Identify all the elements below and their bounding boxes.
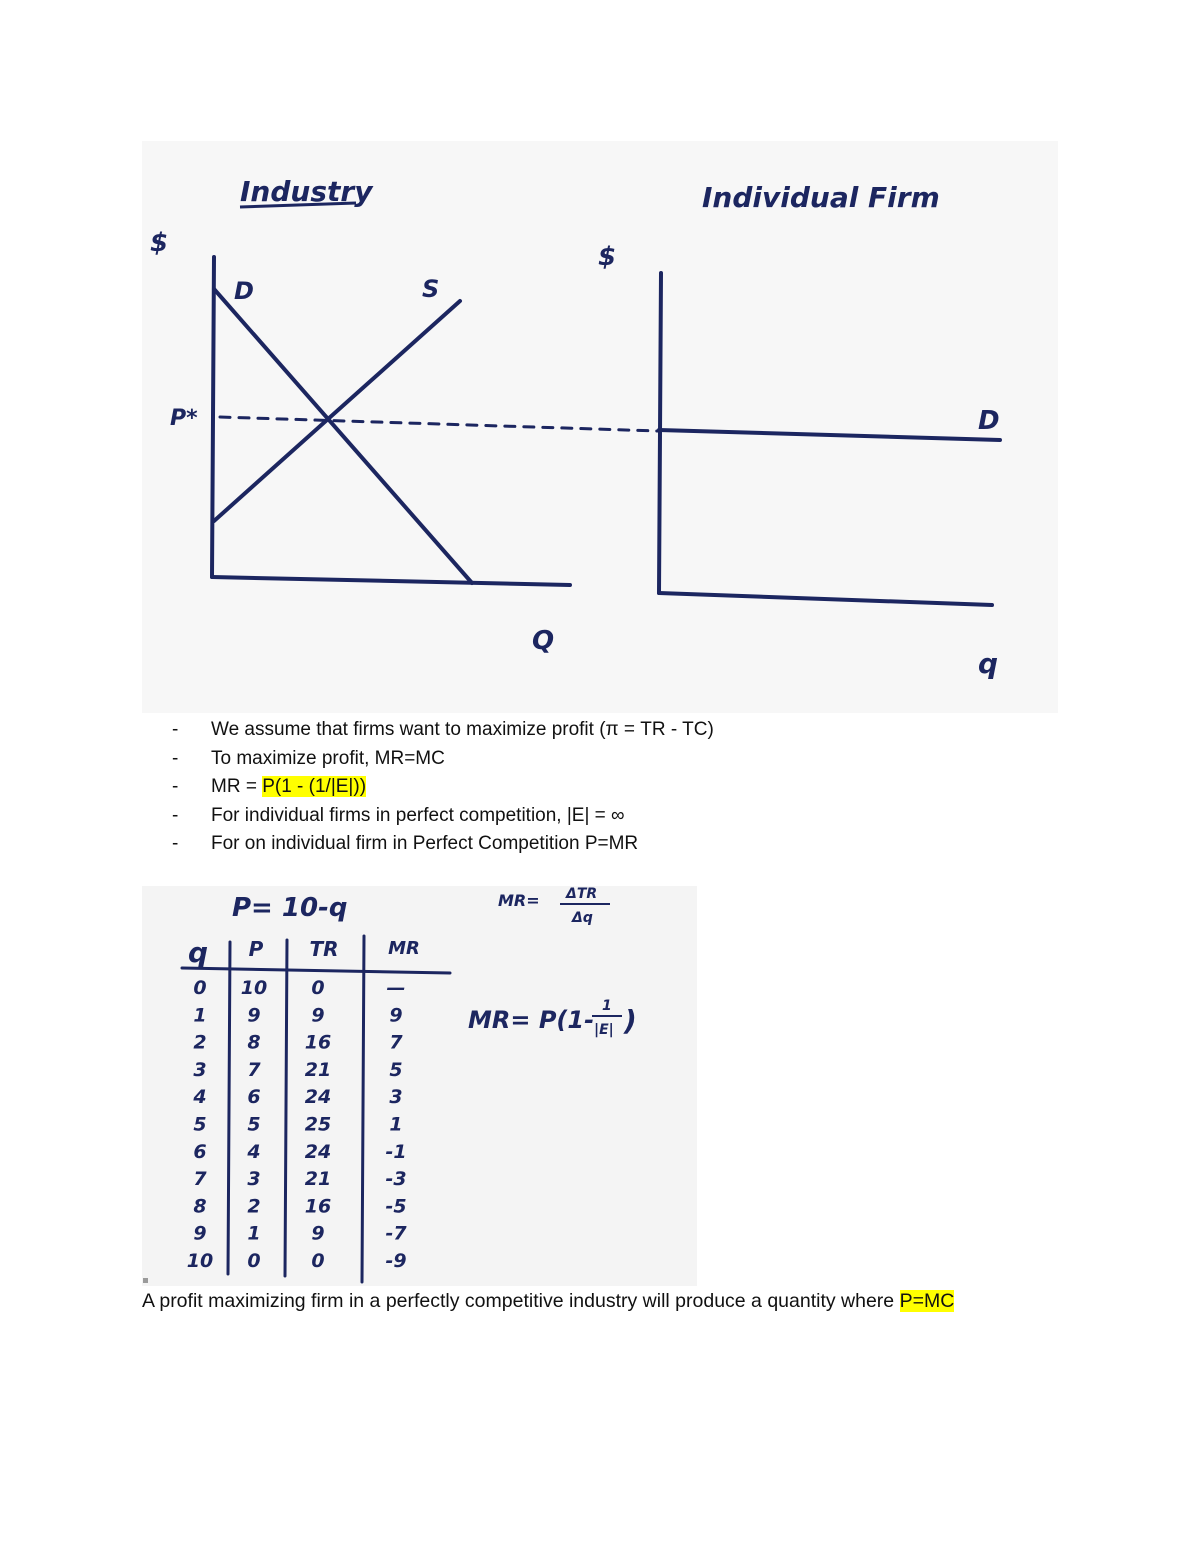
industry-y-axis (212, 257, 214, 577)
industry-quantity-axis-label: Q (532, 626, 555, 656)
table-body (187, 977, 408, 1272)
cell-mr: 7 (389, 1031, 403, 1054)
cell-tr: 16 (304, 1195, 332, 1218)
cell-tr: 24 (304, 1140, 332, 1163)
cell-mr: -1 (385, 1140, 407, 1163)
table-row (193, 1141, 406, 1163)
table-row (192, 1086, 402, 1108)
cell-tr: 21 (304, 1058, 332, 1081)
cell-q: 8 (193, 1195, 207, 1218)
cell-p: 3 (247, 1168, 261, 1191)
cell-tr: 21 (304, 1168, 332, 1191)
bullet-profit-assumption: - We assume that firms want to maximize profit (π = TR - TC) (172, 716, 714, 745)
firm-quantity-axis-label: q (978, 647, 999, 680)
highlighted-conclusion: P=MC (899, 1290, 955, 1312)
cell-p: 7 (247, 1058, 261, 1081)
table-col-divider-2 (285, 940, 287, 1276)
cell-p: 1 (247, 1222, 261, 1245)
cell-p: 2 (247, 1195, 261, 1218)
mr-formula-denominator: |E| (594, 1022, 614, 1038)
cell-tr: 9 (311, 1004, 325, 1027)
cell-mr: — (386, 977, 406, 999)
cell-mr: -9 (385, 1250, 407, 1272)
anchor-marker (143, 1278, 148, 1283)
cell-q: 6 (193, 1140, 207, 1163)
cell-q: 0 (193, 977, 207, 999)
cell-q: 10 (186, 1250, 214, 1272)
firm-demand-label: D (978, 406, 1000, 436)
cell-mr: 9 (389, 1004, 403, 1027)
cell-p: 8 (247, 1031, 261, 1054)
table-row (193, 977, 405, 999)
table-header-rule (182, 968, 450, 973)
cell-tr: 16 (304, 1031, 332, 1054)
mr-formula-lhs: MR= P(1- (468, 1006, 595, 1034)
table-row (193, 1223, 407, 1245)
cell-p: 5 (247, 1113, 261, 1136)
cell-tr: 0 (311, 1250, 325, 1272)
table-row (187, 1250, 407, 1272)
cell-p: 9 (247, 1004, 261, 1027)
cell-mr: 1 (389, 1113, 403, 1136)
mr-formula-numerator: 1 (602, 998, 612, 1014)
header-p: P (248, 937, 264, 961)
conclusion-text: A profit maximizing firm in a perfectly competitive industry will produce a quantity where P=MC (142, 1290, 955, 1312)
cell-q: 2 (193, 1031, 207, 1054)
cell-q: 3 (193, 1058, 207, 1081)
firm-price-axis-label: $ (598, 242, 617, 272)
mr-definition-lhs: MR= (498, 891, 540, 910)
cell-mr: -5 (385, 1195, 407, 1218)
header-mr: MR (388, 938, 420, 959)
demand-equation: P= 10-q (232, 893, 348, 923)
cell-tr: 24 (304, 1086, 332, 1109)
cell-mr: 3 (389, 1086, 403, 1109)
industry-title: Industry (240, 175, 373, 208)
cell-p: 10 (240, 977, 268, 999)
revenue-table-figure (142, 886, 697, 1286)
firm-y-axis (659, 273, 661, 593)
firm-demand-line (659, 430, 1000, 440)
industry-demand-curve (214, 289, 472, 583)
header-tr: TR (309, 937, 339, 961)
cell-p: 4 (247, 1140, 261, 1163)
table-row (193, 1114, 402, 1136)
cell-q: 1 (193, 1004, 207, 1027)
cell-q: 5 (193, 1113, 207, 1136)
bullet-mr-mc: - To maximize profit, MR=MC (172, 745, 714, 774)
firm-title: Individual Firm (702, 181, 940, 214)
mr-formula-close: ) (624, 1004, 637, 1037)
industry-firm-diagram (142, 141, 1058, 713)
cell-p: 6 (247, 1086, 261, 1109)
cell-mr: 5 (389, 1058, 403, 1081)
firm-x-axis (659, 593, 992, 605)
industry-price-axis-label: $ (150, 228, 169, 258)
cell-q: 7 (193, 1168, 207, 1191)
cell-mr: -3 (385, 1168, 407, 1191)
table-col-divider-1 (228, 942, 230, 1274)
industry-x-axis (212, 577, 570, 585)
industry-demand-label: D (234, 277, 254, 305)
mr-definition-denominator: Δq (572, 910, 593, 926)
cell-q: 4 (193, 1086, 207, 1109)
bullet-elasticity: - For individual firms in perfect competition, |E| = ∞ (172, 802, 714, 831)
bullet-mr-formula: - MR = P(1 - (1/|E|)) (172, 773, 714, 802)
cell-q: 9 (193, 1222, 207, 1245)
price-dashed-line (220, 417, 658, 431)
industry-supply-label: S (422, 275, 440, 303)
cell-mr: -7 (385, 1222, 407, 1245)
mr-definition-numerator: ΔTR (566, 886, 598, 902)
table-row (193, 1032, 403, 1054)
cell-tr: 25 (304, 1113, 332, 1136)
equilibrium-price-label: P* (170, 406, 198, 431)
table-row (193, 1195, 406, 1217)
table-row (193, 1168, 406, 1190)
table-header (188, 936, 420, 969)
cell-tr: 0 (311, 977, 325, 999)
table-row (193, 1059, 402, 1081)
bullet-p-equals-mr: - For on individual firm in Perfect Competition P=MR (172, 830, 714, 859)
highlighted-formula: P(1 - (1/|E|)) (262, 776, 367, 797)
header-q: q (187, 936, 209, 969)
cell-p: 0 (247, 1250, 261, 1272)
cell-tr: 9 (311, 1222, 325, 1245)
notes-bullet-list (172, 716, 714, 859)
table-row (193, 1004, 402, 1026)
table-col-divider-3 (362, 936, 364, 1282)
